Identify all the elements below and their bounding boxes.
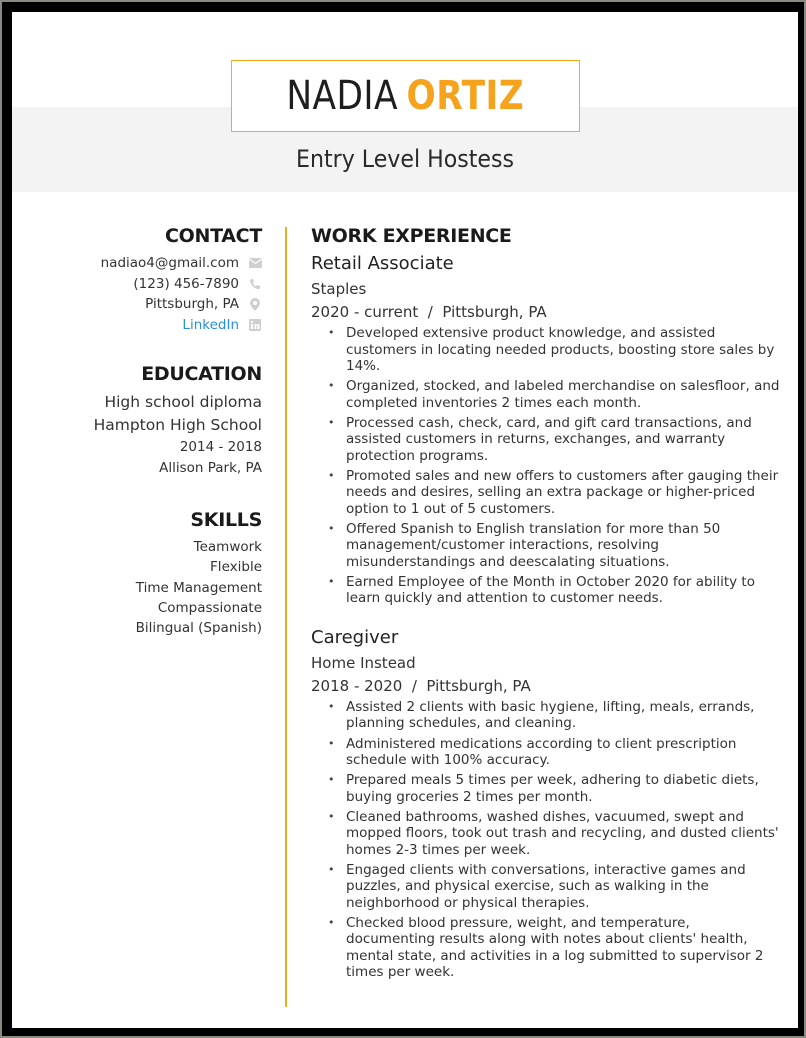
linkedin-link[interactable]: LinkedIn — [182, 316, 239, 333]
skill-item: Teamwork — [193, 539, 262, 555]
job-bullets — [311, 325, 781, 607]
skill-item: Compassionate — [157, 599, 262, 616]
skill-item: Flexible — [210, 559, 262, 576]
email-text[interactable]: nadiao4@gmail.com — [100, 255, 239, 272]
skill-item: Bilingual (Spanish) — [135, 620, 262, 637]
work-experience-heading: WORK EXPERIENCE — [311, 225, 512, 247]
envelope-icon — [248, 256, 262, 270]
job-position: Retail Associate — [311, 253, 454, 274]
bullet-item: • Prepared meals 5 times per week, adhering to diabetic diets, buying groceries 2 times per month. — [311, 772, 781, 805]
education-heading: EDUCATION — [141, 363, 262, 385]
bullet-item: • Developed extensive product knowledge, and assisted customers in locating needed products, boosting store sales by 14%. — [311, 325, 781, 375]
bullet-item: • Engaged clients with conversations, interactive games and puzzles, and physical exercise, such as walking in the neighborhood or physical therapies. — [311, 862, 781, 912]
map-pin-icon — [248, 297, 262, 311]
job-company: Home Instead — [311, 653, 416, 672]
education-school: Hampton High School — [93, 416, 262, 434]
column-divider — [285, 227, 287, 1007]
phone-icon — [248, 277, 262, 291]
bullet-item: • Organized, stocked, and labeled merchandise on salesfloor, and completed inventories 2 times each month. — [311, 378, 781, 411]
job-entry — [311, 251, 781, 607]
bullet-item: • Processed cash, check, card, and gift card transactions, and assisted customers in returns, exchanges, and warranty protection programs. — [311, 415, 781, 465]
education-degree: High school diploma — [104, 393, 262, 411]
education-years: 2014 - 2018 — [179, 439, 262, 455]
job-company: Staples — [311, 280, 367, 298]
bullet-item: • Cleaned bathrooms, washed dishes, vacuumed, swept and mopped floors, took out trash and recycling, and dusted clients' homes 2-3 times per week. — [311, 809, 781, 859]
bullet-item: • Administered medications according to client prescription schedule with 100% accuracy. — [311, 736, 781, 769]
last-name: ORTIZ — [406, 73, 525, 119]
skills-heading: SKILLS — [190, 509, 262, 531]
linkedin-icon — [248, 318, 262, 332]
job-title-heading: Entry Level Hostess — [296, 145, 514, 173]
first-name: NADIA — [286, 73, 399, 119]
bullet-item: • Offered Spanish to English translation for more than 50 management/customer interactions, resolving misunderstandings and deescalating situations. — [311, 521, 781, 571]
left-column — [12, 225, 262, 638]
resume-page — [12, 12, 798, 1028]
phone-text[interactable]: (123) 456-7890 — [133, 275, 239, 292]
job-dates-location: 2018 - 2020 / Pittsburgh, PA — [311, 676, 531, 695]
name-box — [231, 60, 580, 132]
right-column — [311, 225, 781, 985]
bullet-item: • Earned Employee of the Month in October 2020 for ability to learn quickly and attention to customer needs. — [311, 574, 781, 607]
contact-email — [12, 253, 262, 274]
skill-item: Time Management — [135, 579, 262, 596]
job-entry — [311, 625, 781, 981]
job-dates-location: 2020 - current / Pittsburgh, PA — [311, 303, 547, 321]
contact-location — [12, 294, 262, 315]
contact-linkedin — [12, 315, 262, 336]
contact-phone — [12, 274, 262, 295]
bullet-item: • Assisted 2 clients with basic hygiene, lifting, meals, errands, planning schedules, and cleaning. — [311, 699, 781, 732]
bullet-item: • Checked blood pressure, weight, and temperature, documenting results along with notes about clients' health, mental state, and activities in a log submitted to supervisor 2 times per week. — [311, 915, 781, 981]
education-location: Allison Park, PA — [159, 460, 262, 476]
location-text: Pittsburgh, PA — [145, 296, 239, 313]
job-position: Caregiver — [311, 626, 399, 648]
bullet-item: • Promoted sales and new offers to customers after gauging their needs and desires, selling an extra package or higher-priced option to 1 out of 5 customers. — [311, 468, 781, 518]
job-bullets — [311, 699, 781, 981]
contact-heading: CONTACT — [165, 225, 262, 247]
candidate-name — [287, 73, 525, 119]
